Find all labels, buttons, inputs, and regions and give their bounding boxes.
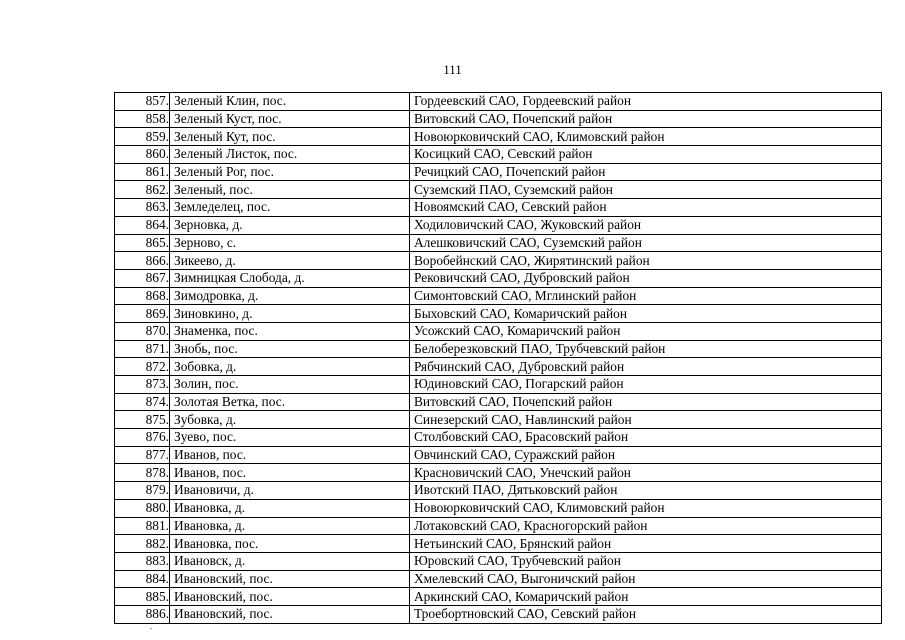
- district-name: Косицкий САО, Севский район: [410, 146, 882, 164]
- settlement-name: Иванов, пос.: [170, 446, 410, 464]
- row-number: 880.: [115, 499, 170, 517]
- row-number: 883.: [115, 552, 170, 570]
- row-number: 859.: [115, 128, 170, 146]
- district-name: Синезерский САО, Навлинский район: [410, 411, 882, 429]
- row-number: 862.: [115, 181, 170, 199]
- district-name: Ивотский ПАО, Дятьковский район: [410, 482, 882, 500]
- row-number: 857.: [115, 93, 170, 111]
- settlement-name: Зиновкино, д.: [170, 305, 410, 323]
- row-number: 863.: [115, 199, 170, 217]
- district-name: Юровский САО, Трубчевский район: [410, 552, 882, 570]
- row-number: 878.: [115, 464, 170, 482]
- table-row: [115, 252, 882, 270]
- district-name: Новоюрковичский САО, Климовский район: [410, 128, 882, 146]
- district-name: Рябчинский САО, Дубровский район: [410, 358, 882, 376]
- settlement-name: Золотая Ветка, пос.: [170, 393, 410, 411]
- page-number: 111: [443, 62, 462, 77]
- settlement-name: Зубовка, д.: [170, 411, 410, 429]
- table-row: [115, 93, 882, 111]
- settlement-name: Ивановский, пос.: [170, 605, 410, 623]
- row-number: 885.: [115, 588, 170, 606]
- district-name: Аркинский САО, Комаричский район: [410, 588, 882, 606]
- settlement-name: Ивановка, д.: [170, 499, 410, 517]
- row-number: 879.: [115, 482, 170, 500]
- district-name: Алешковичский САО, Суземский район: [410, 234, 882, 252]
- row-number: 870.: [115, 322, 170, 340]
- table-row: [115, 269, 882, 287]
- settlement-name: Ивановский, пос.: [170, 588, 410, 606]
- district-name: Столбовский САО, Брасовский район: [410, 429, 882, 447]
- table-row: [115, 393, 882, 411]
- settlement-name: Иванов, пос.: [170, 464, 410, 482]
- settlement-name: Знобь, пос.: [170, 340, 410, 358]
- district-name: Быховский САО, Комаричский район: [410, 305, 882, 323]
- district-name: Суземский ПАО, Суземский район: [410, 181, 882, 199]
- settlement-name: Зеленый Кут, пос.: [170, 128, 410, 146]
- district-name: Белоберезковский ПАО, Трубчевский район: [410, 340, 882, 358]
- table-row: [115, 110, 882, 128]
- district-name: Рековичский САО, Дубровский район: [410, 269, 882, 287]
- settlement-name: Ивановск, д.: [170, 552, 410, 570]
- settlement-name: Зеленый Рог, пос.: [170, 163, 410, 181]
- row-number: 868.: [115, 287, 170, 305]
- district-name: Витовский САО, Почепский район: [410, 393, 882, 411]
- table-row: [115, 322, 882, 340]
- settlement-name: Зобовка, д.: [170, 358, 410, 376]
- row-number: 860.: [115, 146, 170, 164]
- table-row: [115, 570, 882, 588]
- table-row: [115, 146, 882, 164]
- settlement-name: Земледелец, пос.: [170, 199, 410, 217]
- settlement-name: Ивановичи, д.: [170, 482, 410, 500]
- table-row: [115, 552, 882, 570]
- table-row: [115, 605, 882, 623]
- row-number: 884.: [115, 570, 170, 588]
- settlement-name: Зикеево, д.: [170, 252, 410, 270]
- settlement-name: Зерново, с.: [170, 234, 410, 252]
- settlements-table: [114, 92, 882, 624]
- row-number: 864.: [115, 216, 170, 234]
- table-row: [115, 305, 882, 323]
- table-row: [115, 517, 882, 535]
- district-name: Нетьинский САО, Брянский район: [410, 535, 882, 553]
- table-row: [115, 588, 882, 606]
- row-number: 871.: [115, 340, 170, 358]
- district-name: Юдиновский САО, Погарский район: [410, 376, 882, 394]
- district-name: Новоюрковичский САО, Климовский район: [410, 499, 882, 517]
- table-row: [115, 234, 882, 252]
- row-number: 877.: [115, 446, 170, 464]
- district-name: Симонтовский САО, Мглинский район: [410, 287, 882, 305]
- row-number: 876.: [115, 429, 170, 447]
- table-row: [115, 163, 882, 181]
- row-number: 875.: [115, 411, 170, 429]
- table-row: [115, 376, 882, 394]
- table-row: [115, 181, 882, 199]
- district-name: Гордеевский САО, Гордеевский район: [410, 93, 882, 111]
- settlement-name: Зеленый Листок, пос.: [170, 146, 410, 164]
- scan-mark: [150, 628, 152, 629]
- settlement-name: Зимодровка, д.: [170, 287, 410, 305]
- settlement-name: Золин, пос.: [170, 376, 410, 394]
- settlement-name: Зеленый Клин, пос.: [170, 93, 410, 111]
- table-row: [115, 446, 882, 464]
- settlement-name: Ивановка, пос.: [170, 535, 410, 553]
- table-row: [115, 429, 882, 447]
- row-number: 882.: [115, 535, 170, 553]
- row-number: 886.: [115, 605, 170, 623]
- settlement-name: Зеленый, пос.: [170, 181, 410, 199]
- row-number: 874.: [115, 393, 170, 411]
- district-name: Хмелевский САО, Выгоничский район: [410, 570, 882, 588]
- row-number: 872.: [115, 358, 170, 376]
- settlement-name: Ивановка, д.: [170, 517, 410, 535]
- district-name: Ходиловичский САО, Жуковский район: [410, 216, 882, 234]
- row-number: 869.: [115, 305, 170, 323]
- table-row: [115, 216, 882, 234]
- settlement-name: Знаменка, пос.: [170, 322, 410, 340]
- settlement-name: Зерновка, д.: [170, 216, 410, 234]
- district-name: Усожский САО, Комаричский район: [410, 322, 882, 340]
- district-name: Новоямский САО, Севский район: [410, 199, 882, 217]
- table-row: [115, 199, 882, 217]
- district-name: Речицкий САО, Почепский район: [410, 163, 882, 181]
- settlement-name: Зеленый Куст, пос.: [170, 110, 410, 128]
- district-name: Красновичский САО, Унечский район: [410, 464, 882, 482]
- table-row: [115, 464, 882, 482]
- row-number: 865.: [115, 234, 170, 252]
- settlement-name: Зимницкая Слобода, д.: [170, 269, 410, 287]
- row-number: 861.: [115, 163, 170, 181]
- table-row: [115, 128, 882, 146]
- settlement-name: Зуево, пос.: [170, 429, 410, 447]
- table-row: [115, 499, 882, 517]
- district-name: Витовский САО, Почепский район: [410, 110, 882, 128]
- settlement-name: Ивановский, пос.: [170, 570, 410, 588]
- table-row: [115, 535, 882, 553]
- table-row: [115, 358, 882, 376]
- district-name: Воробейнский САО, Жирятинский район: [410, 252, 882, 270]
- row-number: 858.: [115, 110, 170, 128]
- row-number: 881.: [115, 517, 170, 535]
- row-number: 873.: [115, 376, 170, 394]
- district-name: Овчинский САО, Суражский район: [410, 446, 882, 464]
- row-number: 867.: [115, 269, 170, 287]
- settlements-table-body: [115, 93, 882, 624]
- table-row: [115, 482, 882, 500]
- table-row: [115, 411, 882, 429]
- table-row: [115, 340, 882, 358]
- table-row: [115, 287, 882, 305]
- district-name: Лотаковский САО, Красногорский район: [410, 517, 882, 535]
- row-number: 866.: [115, 252, 170, 270]
- district-name: Троебортновский САО, Севский район: [410, 605, 882, 623]
